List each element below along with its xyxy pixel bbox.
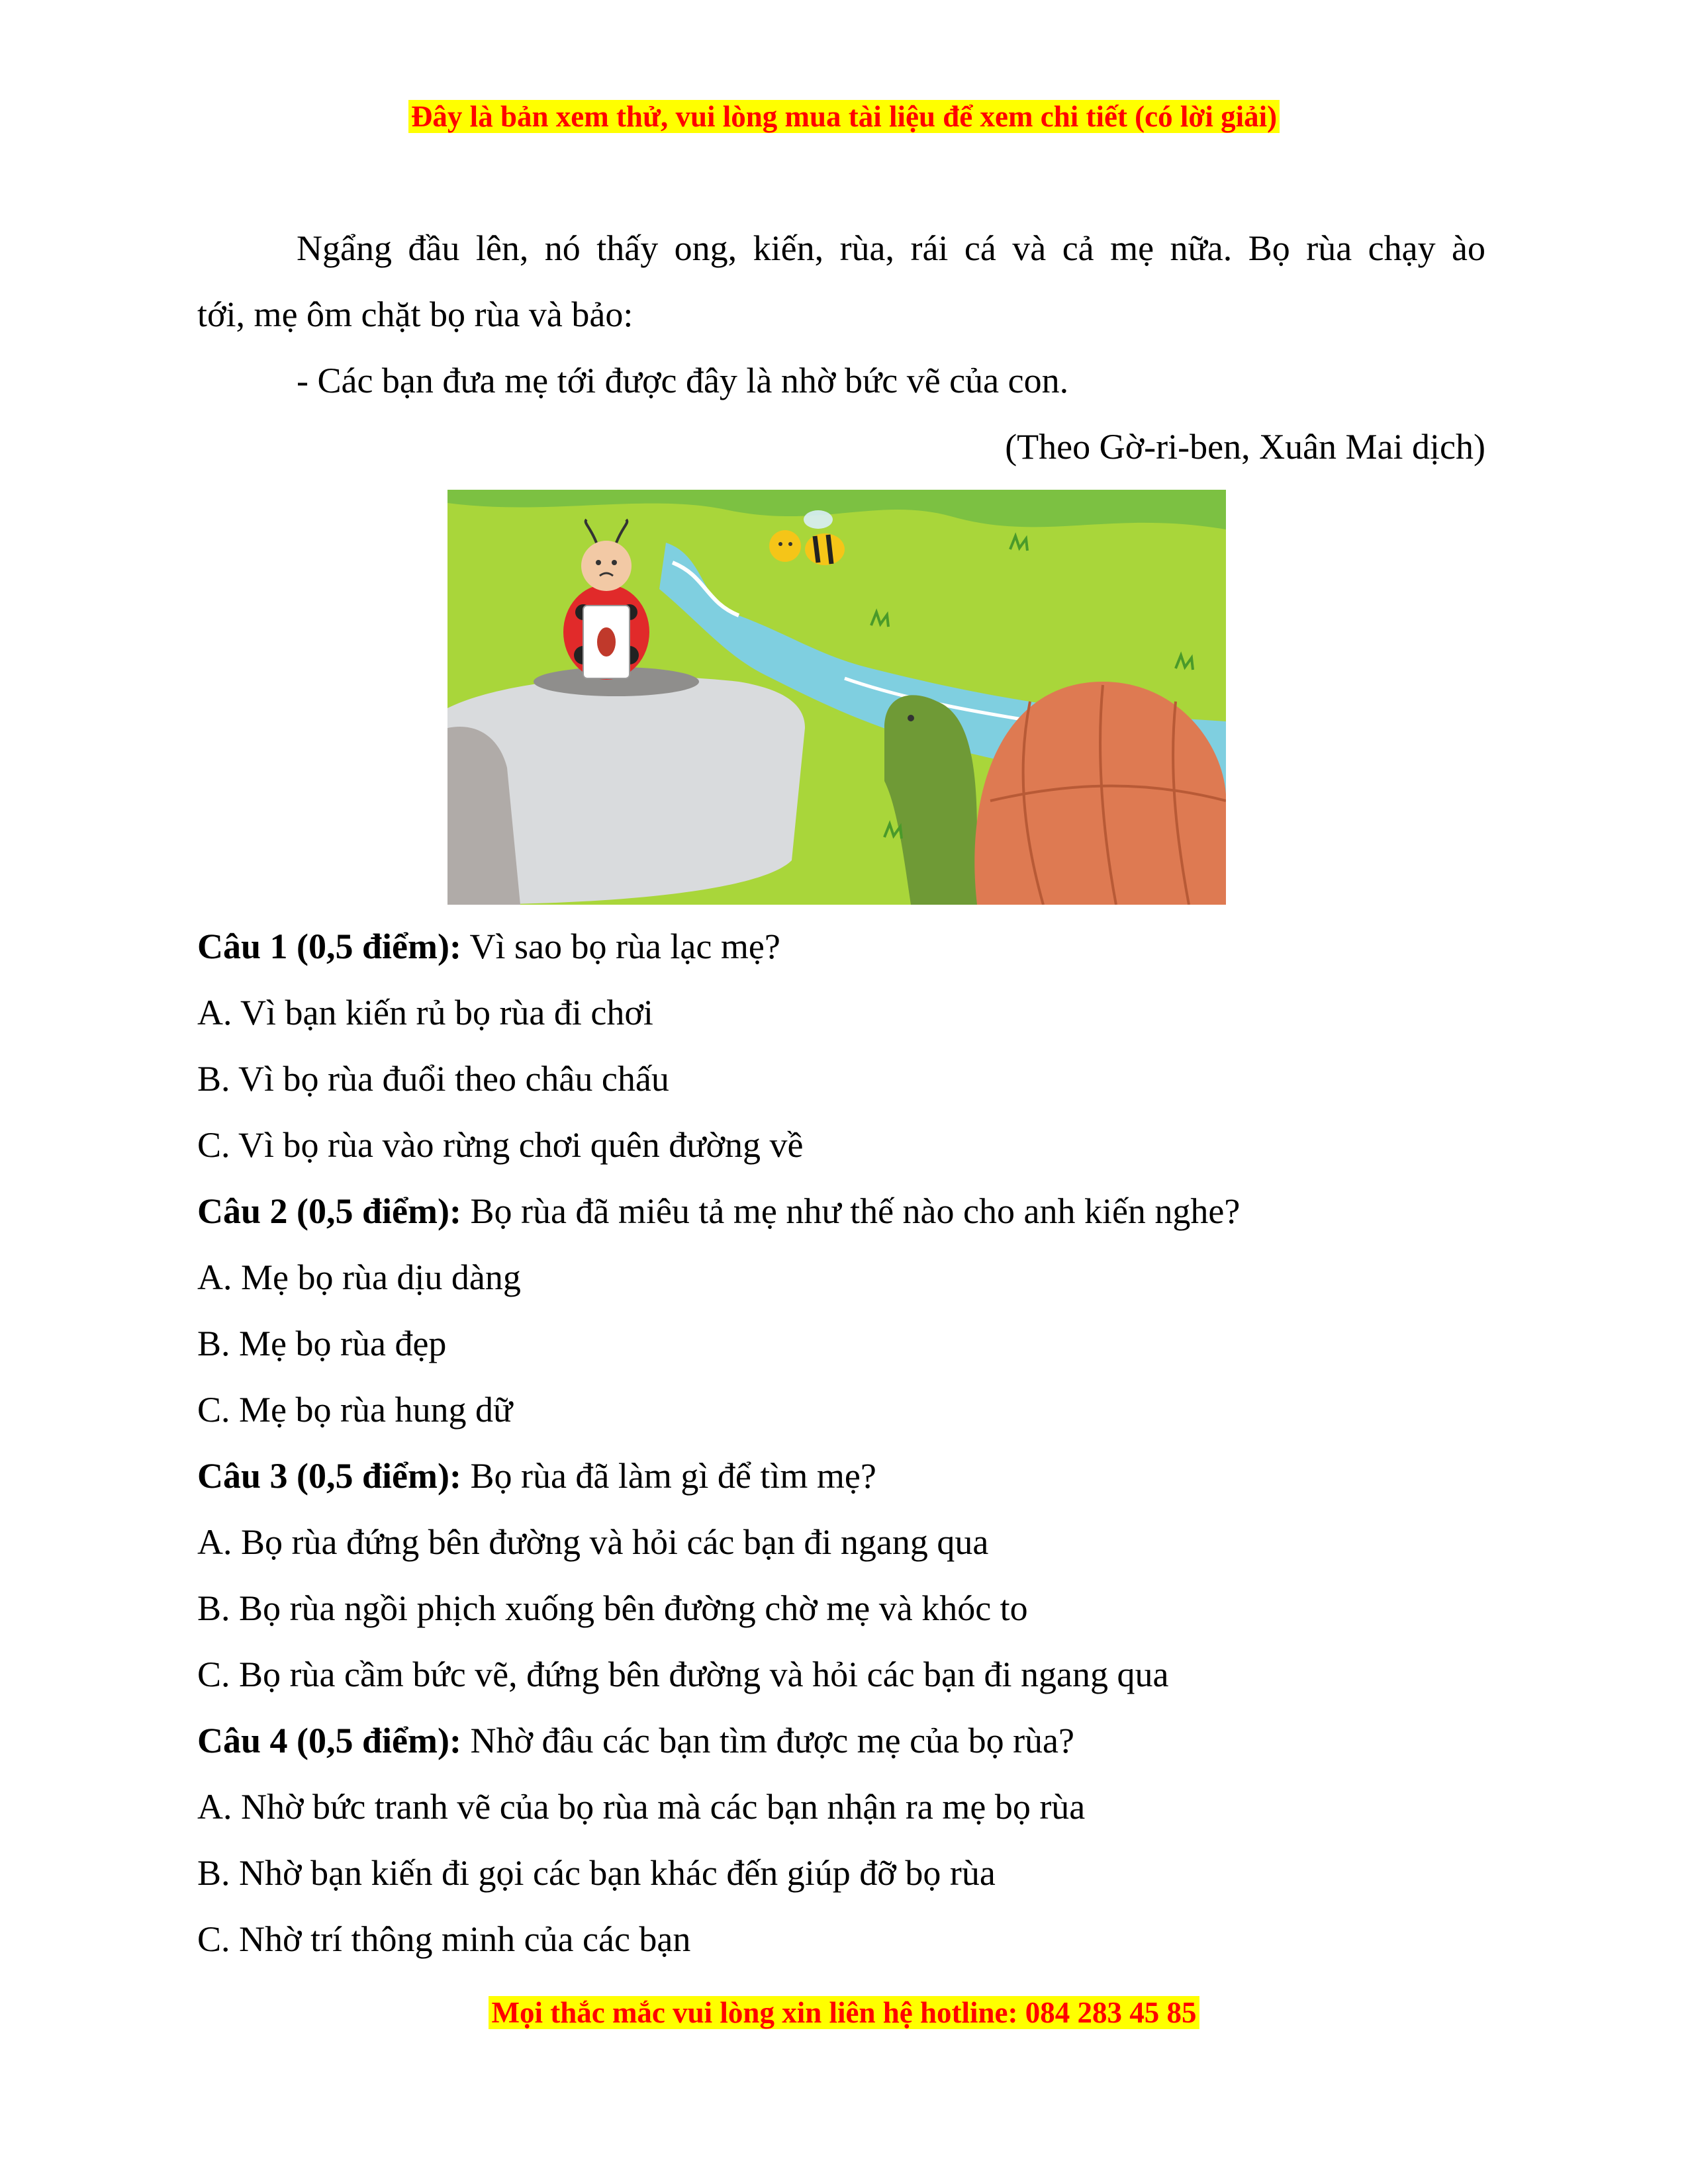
question-2-option-b: B. Mẹ bọ rùa đẹp: [197, 1324, 447, 1363]
passage-line-3: - Các bạn đưa mẹ tới được đây là nhờ bức vẽ của con.: [297, 361, 1069, 400]
question-4-label: Câu 4 (0,5 điểm):: [197, 1721, 461, 1760]
question-3-option-b: B. Bọ rùa ngồi phịch xuống bên đường chờ mẹ và khóc to: [197, 1588, 1028, 1628]
question-2: [197, 1191, 1240, 1231]
passage-line-2: tới, mẹ ôm chặt bọ rùa và bảo:: [197, 295, 633, 334]
question-1-option-c: C. Vì bọ rùa vào rừng chơi quên đường về: [197, 1125, 804, 1165]
question-2-option-a: A. Mẹ bọ rùa dịu dàng: [197, 1257, 521, 1297]
question-1-option-a: A. Vì bạn kiến rủ bọ rùa đi chơi: [197, 993, 653, 1032]
question-3-option-a: A. Bọ rùa đứng bên đường và hỏi các bạn đi ngang qua: [197, 1522, 989, 1562]
turtle-icon: [884, 682, 1226, 905]
question-3-option-c: C. Bọ rùa cầm bức vẽ, đứng bên đường và hỏi các bạn đi ngang qua: [197, 1655, 1169, 1694]
question-3-label: Câu 3 (0,5 điểm):: [197, 1456, 461, 1496]
question-4: [197, 1721, 1074, 1760]
question-4-text: Nhờ đâu các bạn tìm được mẹ của bọ rùa?: [461, 1721, 1074, 1760]
question-4-option-a: A. Nhờ bức tranh vẽ của bọ rùa mà các bạn nhận ra mẹ bọ rùa: [197, 1787, 1086, 1827]
hotline-text: Mọi thắc mắc vui lòng xin liên hệ hotline: 084 283 45 85: [489, 1996, 1199, 2029]
question-4-option-b: B. Nhờ bạn kiến đi gọi các bạn khác đến giúp đỡ bọ rùa: [197, 1853, 996, 1893]
question-1-label: Câu 1 (0,5 điểm):: [197, 927, 461, 966]
question-4-option-c: C. Nhờ trí thông minh của các bạn: [197, 1919, 691, 1959]
rock-icon: [447, 667, 805, 905]
question-3-text: Bọ rùa đã làm gì để tìm mẹ?: [461, 1456, 876, 1496]
preview-notice-text: Đây là bản xem thử, vui lòng mua tài liệu để xem chi tiết (có lời giải): [408, 100, 1280, 133]
question-1: [197, 927, 780, 966]
hotline-banner: [0, 1995, 1688, 2030]
question-1-text: Vì sao bọ rùa lạc mẹ?: [461, 927, 780, 966]
question-2-text: Bọ rùa đã miêu tả mẹ như thế nào cho anh kiến nghe?: [461, 1191, 1241, 1231]
question-2-label: Câu 2 (0,5 điểm):: [197, 1191, 461, 1231]
passage-line-1: Ngẩng đầu lên, nó thấy ong, kiến, rùa, rái cá và cả mẹ nữa. Bọ rùa chạy ào: [297, 228, 1485, 268]
story-illustration: [447, 490, 1226, 905]
preview-notice-banner: [0, 99, 1688, 134]
question-2-option-c: C. Mẹ bọ rùa hung dữ: [197, 1390, 513, 1430]
passage-source: (Theo Gờ-ri-ben, Xuân Mai dịch): [1005, 427, 1485, 467]
question-3: [197, 1456, 876, 1496]
question-1-option-b: B. Vì bọ rùa đuổi theo châu chấu: [197, 1059, 669, 1099]
